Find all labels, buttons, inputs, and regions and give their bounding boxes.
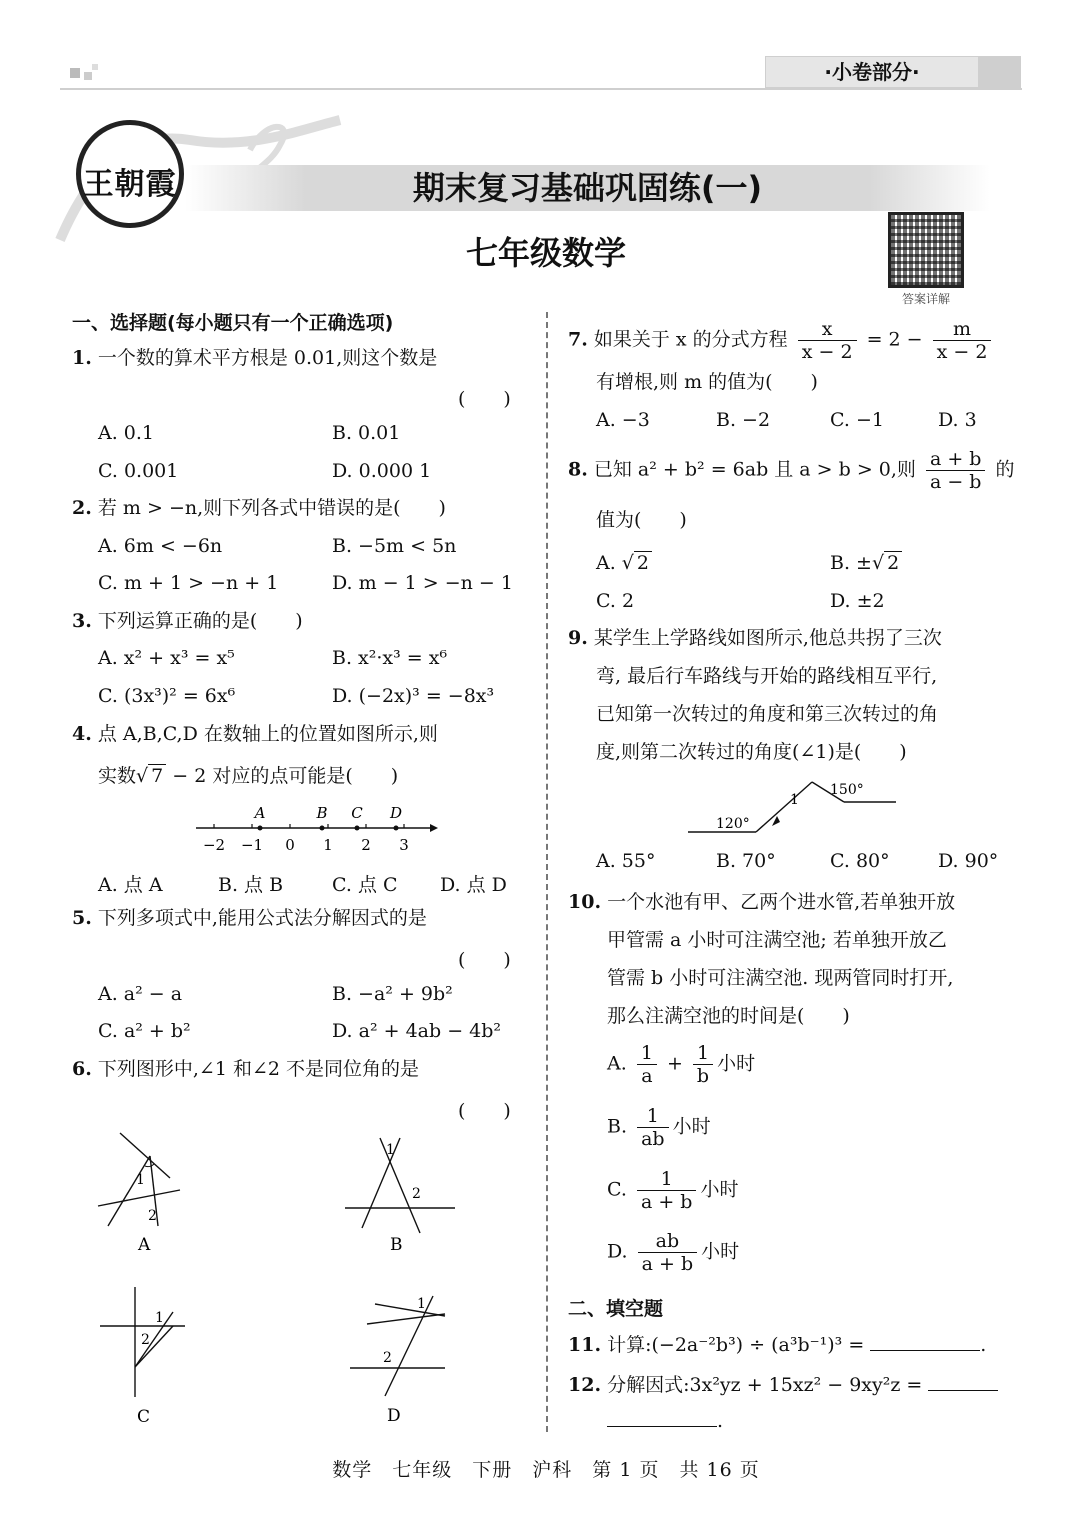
q2-option-c[interactable]: C. m + 1 > −n + 1 xyxy=(98,572,279,594)
q9-line1 xyxy=(568,626,942,650)
q7-fraction-1: $\frac{x}{x - 2}$ xyxy=(798,318,857,363)
q7-mid: = 2 − xyxy=(866,328,923,351)
q4-option-d[interactable]: D. 点 D xyxy=(440,874,507,896)
q10-text1: 一个水池有甲、乙两个进水管,若单独开放 xyxy=(607,891,956,913)
page-title: 期末复习基础巩固练(一) xyxy=(412,169,763,207)
q2-option-b[interactable]: B. −5m < 5n xyxy=(332,535,457,557)
q8-option-a[interactable]: A. √ 2 xyxy=(596,552,652,574)
q9-option-b[interactable]: B. 70° xyxy=(716,850,776,872)
q2-number: 2. xyxy=(72,497,92,519)
q7-fraction-2: $\frac{m}{x - 2}$ xyxy=(933,318,992,363)
q8-fraction: $\frac{a + b}{a - b}$ xyxy=(926,448,986,493)
point-b xyxy=(320,826,325,831)
angle-label: 1 xyxy=(417,1296,426,1312)
point-d xyxy=(394,826,399,831)
q10-line4: 那么注满空池的时间是( ) xyxy=(607,1005,850,1027)
q5-number: 5. xyxy=(72,907,92,929)
q2-text: 若 m > −n,则下列各式中错误的是( ) xyxy=(97,497,446,519)
q8-pre: 已知 a² + b² = 6ab 且 a > b > 0,则 xyxy=(593,458,916,481)
q9-line4: 度,则第二次转过的角度(∠1)是( ) xyxy=(596,741,907,763)
q10-line2: 甲管需 a 小时可注满空池; 若单独开放乙 xyxy=(607,929,947,951)
q3-option-a[interactable]: A. x² + x³ = x⁵ xyxy=(98,647,235,669)
q10-option-b[interactable]: B. $\frac{1}{ab}$ 小时 xyxy=(607,1105,711,1150)
q6-stem xyxy=(72,1057,419,1081)
q3-option-c[interactable]: C. (3x³)² = 6x⁶ xyxy=(98,685,236,707)
point-c xyxy=(355,826,360,831)
column-divider xyxy=(546,312,548,1432)
q10-line3: 管需 b 小时可注满空池. 现两管同时打开, xyxy=(607,967,954,989)
logo-mark: 王朝霞 xyxy=(83,167,177,202)
figure-label: A xyxy=(138,1235,151,1255)
q4-number: 4. xyxy=(72,723,92,745)
figure-label: B xyxy=(390,1235,403,1255)
q5-option-c[interactable]: C. a² + b² xyxy=(98,1020,191,1042)
q6-figure-b[interactable] xyxy=(340,1128,460,1258)
section1-heading: 一、选择题(每小题只有一个正确选项) xyxy=(72,312,394,334)
q1-number: 1. xyxy=(72,347,92,369)
angle-label: 1 xyxy=(155,1310,164,1326)
q3-option-d[interactable]: D. (−2x)³ = −8x³ xyxy=(332,685,495,707)
q7-option-a[interactable]: A. −3 xyxy=(596,409,650,431)
tick-label: 2 xyxy=(361,836,371,854)
q2-stem xyxy=(72,496,446,520)
q4-radicand: 7 xyxy=(148,764,166,787)
q8-option-d[interactable]: D. ±2 xyxy=(830,590,885,612)
qr-code[interactable] xyxy=(888,212,964,288)
q12-line2 xyxy=(607,1408,723,1433)
q10-option-d[interactable]: D. $\frac{ab}{a + b}$ 小时 xyxy=(607,1230,740,1275)
header-decor-square xyxy=(70,68,80,78)
tick-label: 0 xyxy=(285,836,295,854)
q1-text: 一个数的算术平方根是 0.01,则这个数是 xyxy=(97,347,438,369)
q12-answer-blank[interactable] xyxy=(928,1372,998,1391)
q9-line2: 弯, 最后行车路线与开始的路线相互平行, xyxy=(596,665,938,687)
q8-option-c[interactable]: C. 2 xyxy=(596,590,635,612)
header-decor-square xyxy=(84,72,92,80)
q12-text: 分解因式:3x²yz + 15xz² − 9xy²z = xyxy=(607,1374,923,1396)
q4-option-c[interactable]: C. 点 C xyxy=(332,874,398,896)
q7-option-c[interactable]: C. −1 xyxy=(830,409,884,431)
tick-label: −1 xyxy=(240,836,264,854)
tick-label: 3 xyxy=(399,836,409,854)
q12-number: 12. xyxy=(568,1374,602,1396)
q3-number: 3. xyxy=(72,610,92,632)
q6-text: 下列图形中,∠1 和∠2 不是同位角的是 xyxy=(97,1058,420,1080)
q8-stem xyxy=(568,448,1015,493)
angle-label: 2 xyxy=(148,1208,157,1224)
axis-label-d: D xyxy=(389,804,403,822)
q4-number-line xyxy=(190,800,440,860)
q4-stem-line1 xyxy=(72,722,438,746)
q3-text: 下列运算正确的是( ) xyxy=(97,610,303,632)
q6-figure-a[interactable] xyxy=(90,1128,200,1258)
q7-option-b[interactable]: B. −2 xyxy=(716,409,771,431)
q6-figure-d[interactable] xyxy=(345,1286,455,1431)
angle-120: 120° xyxy=(716,816,750,832)
q1-stem xyxy=(72,346,437,370)
q4-option-b[interactable]: B. 点 B xyxy=(218,874,284,896)
q9-route-figure xyxy=(684,772,904,842)
qr-caption: 答案详解 xyxy=(901,292,950,306)
page-footer: 数学 七年级 下册 沪科 第 1 页 共 16 页 xyxy=(332,1459,760,1481)
point-a xyxy=(258,826,263,831)
section2-heading: 二、填空题 xyxy=(568,1298,664,1320)
q1-option-b[interactable]: B. 0.01 xyxy=(332,422,401,444)
q1-answer-blank[interactable]: ( ) xyxy=(458,388,511,410)
angle-label: 2 xyxy=(141,1332,150,1348)
q11 xyxy=(568,1332,986,1357)
q2-option-a[interactable]: A. 6m < −6n xyxy=(98,535,223,557)
q3-stem xyxy=(72,609,303,633)
angle-150: 150° xyxy=(830,782,864,798)
q11-answer-blank[interactable] xyxy=(870,1332,980,1351)
q10-option-a[interactable]: A. $\frac{1}{a}$ + $\frac{1}{b}$ 小时 xyxy=(607,1042,756,1087)
angle-label: 1 xyxy=(386,1142,395,1158)
q5-stem xyxy=(72,906,427,930)
q11-text: 计算:(−2a⁻²b³) ÷ (a³b⁻¹)³ = xyxy=(607,1334,865,1356)
q7-number: 7. xyxy=(568,328,588,351)
q3-option-b[interactable]: B. x²·x³ = x⁶ xyxy=(332,647,448,669)
q2-option-d[interactable]: D. m − 1 > −n − 1 xyxy=(332,572,513,594)
header-decor-square xyxy=(92,64,98,70)
q10-line1 xyxy=(568,890,955,914)
q4-text2-post: − 2 对应的点可能是( ) xyxy=(166,765,399,787)
q7-line2: 有增根,则 m 的值为( ) xyxy=(596,371,818,393)
q5-answer-blank[interactable]: ( ) xyxy=(458,949,511,971)
q9-option-a[interactable]: A. 55° xyxy=(596,850,656,872)
figure-label: D xyxy=(387,1406,401,1426)
angle-1: 1 xyxy=(790,792,799,808)
tick-label: −2 xyxy=(202,836,226,854)
angle-label: 2 xyxy=(412,1186,421,1202)
q6-figure-c[interactable] xyxy=(95,1282,205,1432)
q9-line3: 已知第一次转过的角度和第三次转过的角 xyxy=(596,703,939,725)
axis-label-b: B xyxy=(316,804,328,822)
q9-number: 9. xyxy=(568,627,588,649)
q5-option-b[interactable]: B. −a² + 9b² xyxy=(332,983,453,1005)
q12-end: . xyxy=(717,1410,724,1432)
q8-option-b[interactable]: B. ±√ 2 xyxy=(830,552,902,574)
q8-number: 8. xyxy=(568,458,588,481)
q12 xyxy=(568,1372,998,1397)
q10-number: 10. xyxy=(568,891,602,913)
q7-stem xyxy=(568,318,995,363)
q7-pre: 如果关于 x 的分式方程 xyxy=(593,328,788,351)
q9-option-c[interactable]: C. 80° xyxy=(830,850,890,872)
q1-option-c[interactable]: C. 0.001 xyxy=(98,460,179,482)
q1-option-d[interactable]: D. 0.000 1 xyxy=(332,460,432,482)
q11-end: . xyxy=(980,1334,987,1356)
q9-text1: 某学生上学路线如图所示,他总共拐了三次 xyxy=(593,627,942,649)
header-rule xyxy=(60,88,1022,90)
q5-option-a[interactable]: A. a² − a xyxy=(98,983,183,1005)
angle-label: 1 xyxy=(136,1172,145,1188)
axis-label-a: A xyxy=(254,804,266,822)
q4-option-a[interactable]: A. 点 A xyxy=(98,874,163,896)
q6-answer-blank[interactable]: ( ) xyxy=(458,1100,511,1122)
figure-label: C xyxy=(137,1407,151,1427)
q7-option-d[interactable]: D. 3 xyxy=(938,409,977,431)
q12-answer-blank-cont[interactable] xyxy=(607,1408,717,1427)
section-tag: ·小卷部分· xyxy=(765,56,979,88)
header-tab xyxy=(979,56,1021,88)
angle-label: 2 xyxy=(383,1350,392,1366)
q1-option-a[interactable]: A. 0.1 xyxy=(98,422,155,444)
tick-label: 1 xyxy=(323,836,333,854)
q5-option-d[interactable]: D. a² + 4ab − 4b² xyxy=(332,1020,502,1042)
q11-number: 11. xyxy=(568,1334,602,1356)
publisher-logo xyxy=(76,120,184,228)
q5-text: 下列多项式中,能用公式法分解因式的是 xyxy=(97,907,427,929)
q4-text2-pre: 实数 xyxy=(98,765,137,787)
q6-number: 6. xyxy=(72,1058,92,1080)
q8-post: 的 xyxy=(995,458,1015,481)
axis-label-c: C xyxy=(351,804,363,822)
q9-option-d[interactable]: D. 90° xyxy=(938,850,999,872)
q10-option-c[interactable]: C. $\frac{1}{a + b}$ 小时 xyxy=(607,1168,739,1213)
q4-stem-line2: 实数√ 7 − 2 对应的点可能是( ) xyxy=(98,765,399,787)
page-subtitle: 七年级数学 xyxy=(465,234,626,272)
q4-text1: 点 A,B,C,D 在数轴上的位置如图所示,则 xyxy=(97,723,438,745)
q8-line2: 值为( ) xyxy=(596,509,687,531)
